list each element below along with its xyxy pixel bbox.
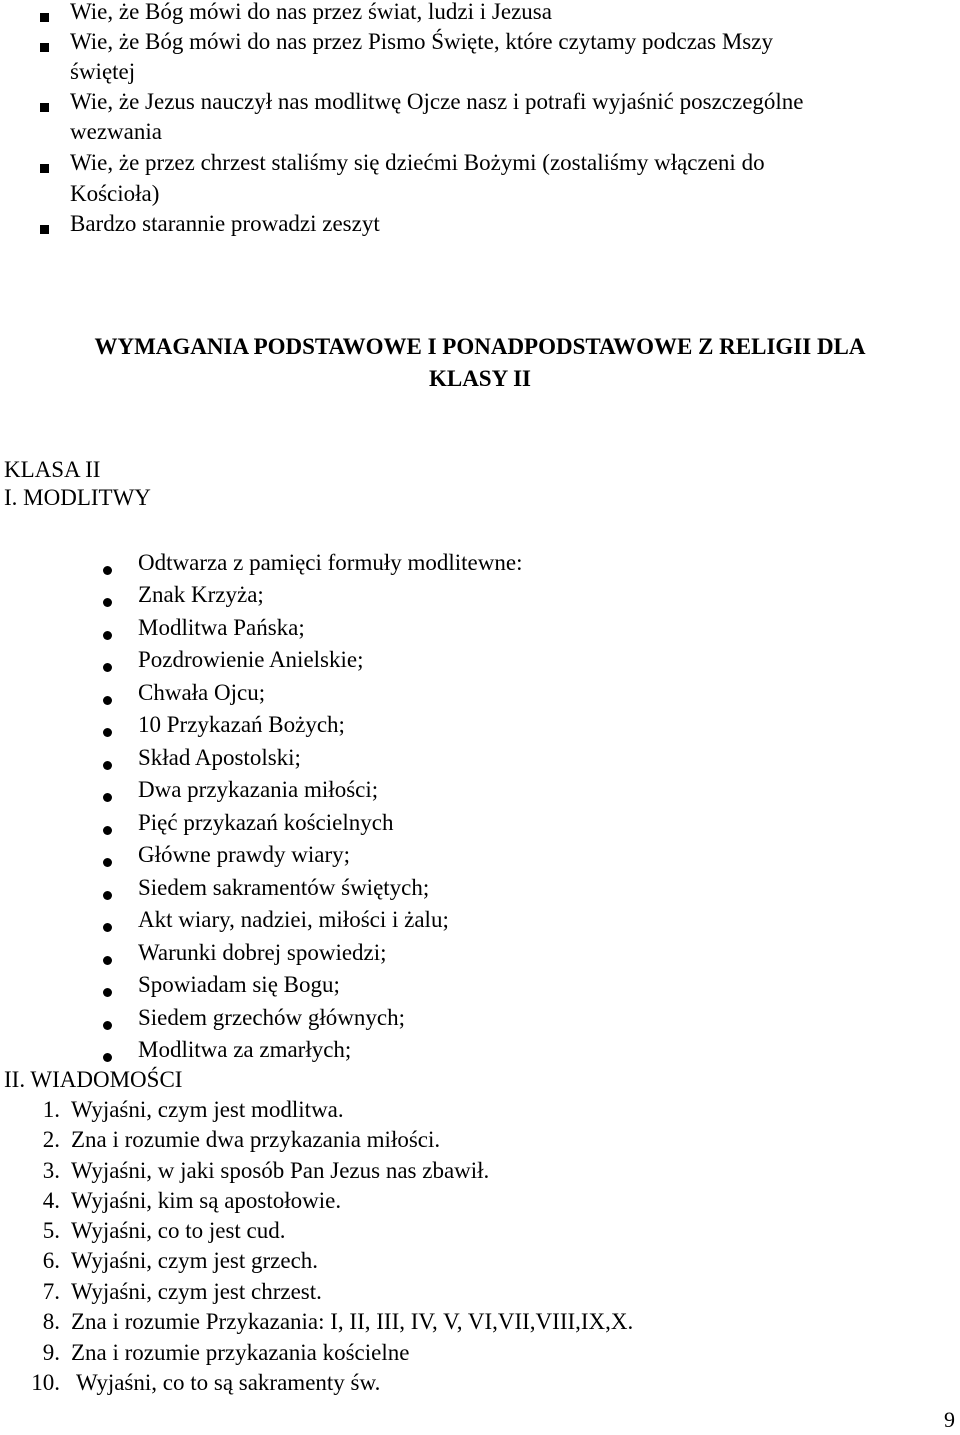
list-item: Siedem grzechów głównych; bbox=[138, 1005, 405, 1030]
round-bullet-icon bbox=[103, 858, 112, 867]
list-item-number: 7. bbox=[42, 1279, 60, 1304]
list-item: Akt wiary, nadziei, miłości i żalu; bbox=[138, 907, 449, 932]
round-bullet-icon bbox=[103, 663, 112, 672]
document-title-line1: WYMAGANIA PODSTAWOWE I PONADPODSTAWOWE Z RELIGII DLA bbox=[94, 334, 866, 359]
list-item-number: 2. bbox=[42, 1127, 60, 1152]
round-bullet-icon bbox=[103, 631, 112, 640]
list-item: Znak Krzyża; bbox=[138, 582, 264, 607]
list-item: Wyjaśni, co to jest cud. bbox=[71, 1218, 286, 1243]
list-item-number: 4. bbox=[42, 1188, 60, 1213]
list-item: Chwała Ojcu; bbox=[138, 680, 266, 705]
list-item: Warunki dobrej spowiedzi; bbox=[138, 940, 387, 965]
list-item-number: 6. bbox=[42, 1248, 60, 1273]
list-item: Skład Apostolski; bbox=[138, 745, 301, 770]
round-bullet-icon bbox=[103, 923, 112, 932]
round-bullet-icon bbox=[103, 826, 112, 835]
list-item: Zna i rozumie Przykazania: I, II, III, IV, V, VI,VII,VIII,IX,X. bbox=[71, 1309, 634, 1334]
list-item-number: 5. bbox=[42, 1218, 60, 1243]
square-bullet-icon bbox=[40, 43, 49, 52]
list-item: Wyjaśni, czym jest modlitwa. bbox=[71, 1097, 344, 1122]
list-item: Wyjaśni, co to są sakramenty św. bbox=[76, 1370, 381, 1395]
square-bullet-icon bbox=[40, 225, 49, 234]
list-item-line: wezwania bbox=[70, 119, 162, 144]
list-item-number: 3. bbox=[42, 1158, 60, 1183]
list-item-number: 10. bbox=[31, 1370, 60, 1395]
list-item: Pozdrowienie Anielskie; bbox=[138, 647, 364, 672]
round-bullet-icon bbox=[103, 956, 112, 965]
list-item: Pięć przykazań kościelnych bbox=[138, 810, 394, 835]
list-item-line: Wie, że Bóg mówi do nas przez świat, ludzi i Jezusa bbox=[70, 0, 552, 24]
list-item-line: Wie, że Jezus nauczył nas modlitwę Ojcze nasz i potrafi wyjaśnić poszczególne bbox=[70, 89, 804, 114]
list-item: Dwa przykazania miłości; bbox=[138, 777, 379, 802]
list-item: Wyjaśni, czym jest chrzest. bbox=[71, 1279, 322, 1304]
list-item: Zna i rozumie dwa przykazania miłości. bbox=[71, 1127, 441, 1152]
round-bullet-icon bbox=[103, 793, 112, 802]
list-item: Wyjaśni, czym jest grzech. bbox=[71, 1248, 319, 1273]
list-item-line: Kościoła) bbox=[70, 181, 160, 206]
square-bullet-icon bbox=[40, 164, 49, 173]
round-bullet-icon bbox=[103, 598, 112, 607]
list-item-line: świętej bbox=[70, 59, 136, 84]
list-item: Zna i rozumie przykazania kościelne bbox=[71, 1340, 410, 1365]
round-bullet-icon bbox=[103, 1021, 112, 1030]
list-item: Modlitwa Pańska; bbox=[138, 615, 305, 640]
round-bullet-icon bbox=[103, 696, 112, 705]
list-item-number: 8. bbox=[42, 1309, 60, 1334]
square-bullet-icon bbox=[40, 13, 49, 22]
round-bullet-icon bbox=[103, 566, 112, 575]
square-bullet-icon bbox=[40, 103, 49, 112]
round-bullet-icon bbox=[103, 761, 112, 770]
page-number: 9 bbox=[944, 1407, 955, 1432]
list-item: Odtwarza z pamięci formuły modlitewne: bbox=[138, 550, 523, 575]
round-bullet-icon bbox=[103, 728, 112, 737]
list-item-number: 1. bbox=[42, 1097, 60, 1122]
list-item: Modlitwa za zmarłych; bbox=[138, 1037, 352, 1062]
round-bullet-icon bbox=[103, 891, 112, 900]
list-item: Spowiadam się Bogu; bbox=[138, 972, 340, 997]
list-item: 10 Przykazań Bożych; bbox=[138, 712, 345, 737]
round-bullet-icon bbox=[103, 1053, 112, 1062]
list-item-line: Wie, że przez chrzest staliśmy się dziećmi Bożymi (zostaliśmy włączeni do bbox=[70, 150, 765, 175]
document-title-line2: KLASY II bbox=[428, 366, 532, 391]
list-item-line: Wie, że Bóg mówi do nas przez Pismo Święte, które czytamy podczas Mszy bbox=[70, 29, 773, 54]
list-item: Wyjaśni, w jaki sposób Pan Jezus nas zbawił. bbox=[71, 1158, 490, 1183]
round-bullet-icon bbox=[103, 988, 112, 997]
list-item: Siedem sakramentów świętych; bbox=[138, 875, 430, 900]
section-heading-prayers: I. MODLITWY bbox=[4, 485, 151, 510]
section-heading-knowledge: II. WIADOMOŚCI bbox=[4, 1067, 183, 1092]
list-item-number: 9. bbox=[42, 1340, 60, 1365]
list-item-line: Bardzo starannie prowadzi zeszyt bbox=[70, 211, 380, 236]
list-item: Główne prawdy wiary; bbox=[138, 842, 351, 867]
class-label: KLASA II bbox=[4, 457, 101, 482]
list-item: Wyjaśni, kim są apostołowie. bbox=[71, 1188, 342, 1213]
